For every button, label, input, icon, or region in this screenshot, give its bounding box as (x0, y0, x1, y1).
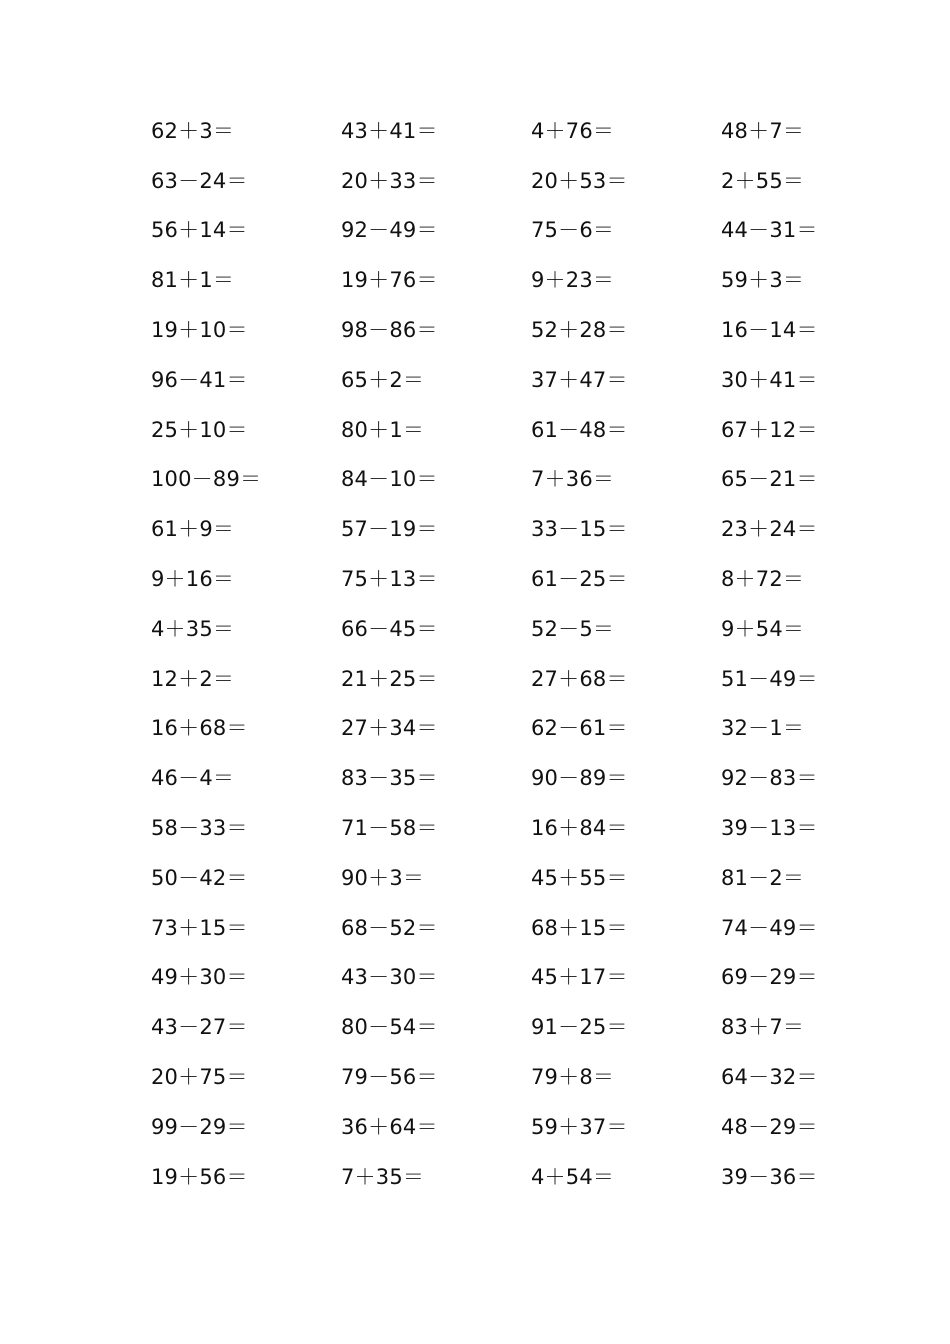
math-problem: 45＋55＝ (531, 865, 628, 890)
math-problem: 79－56＝ (341, 1065, 438, 1090)
problem-row (151, 254, 911, 304)
problem-row (151, 205, 911, 255)
math-problem: 49＋30＝ (151, 965, 248, 990)
problem-row (151, 802, 911, 852)
problem-row (151, 852, 911, 902)
problem-row (151, 503, 911, 553)
math-problem: 99－29＝ (151, 1114, 248, 1139)
math-problem: 9＋23＝ (531, 268, 615, 293)
math-problem: 52＋28＝ (531, 318, 628, 343)
math-problem: 9＋16＝ (151, 567, 235, 592)
problem-row (151, 404, 911, 454)
problem-row (151, 553, 911, 603)
math-problem: 84－10＝ (341, 467, 438, 492)
math-problem: 20＋75＝ (151, 1065, 248, 1090)
math-problem: 27＋68＝ (531, 666, 628, 691)
math-problem: 19＋10＝ (151, 318, 248, 343)
math-problem: 43－30＝ (341, 965, 438, 990)
problem-row (151, 354, 911, 404)
math-problem: 80＋1＝ (341, 417, 425, 442)
math-problem: 44－31＝ (721, 218, 818, 243)
math-problem: 75＋13＝ (341, 567, 438, 592)
math-problem: 4＋76＝ (531, 118, 615, 143)
math-problem: 80－54＝ (341, 1015, 438, 1040)
math-problem: 19＋56＝ (151, 1164, 248, 1189)
math-problem: 81－2＝ (721, 865, 805, 890)
math-problem: 48＋7＝ (721, 118, 805, 143)
math-problem: 43＋41＝ (341, 118, 438, 143)
math-problem: 71－58＝ (341, 816, 438, 841)
math-problem: 4＋54＝ (531, 1164, 615, 1189)
math-problem: 98－86＝ (341, 318, 438, 343)
math-problem: 64－32＝ (721, 1065, 818, 1090)
math-problem: 7＋36＝ (531, 467, 615, 492)
math-problem: 59＋3＝ (721, 268, 805, 293)
math-problem: 100－89＝ (151, 467, 262, 492)
arithmetic-worksheet (151, 105, 911, 1201)
math-problem: 32－1＝ (721, 716, 805, 741)
math-problem: 92－83＝ (721, 766, 818, 791)
math-problem: 62－61＝ (531, 716, 628, 741)
math-problem: 65－21＝ (721, 467, 818, 492)
math-problem: 73＋15＝ (151, 915, 248, 940)
math-problem: 50－42＝ (151, 865, 248, 890)
math-problem: 12＋2＝ (151, 666, 235, 691)
math-problem: 59＋37＝ (531, 1114, 628, 1139)
math-problem: 83－35＝ (341, 766, 438, 791)
problem-row (151, 902, 911, 952)
math-problem: 91－25＝ (531, 1015, 628, 1040)
math-problem: 45＋17＝ (531, 965, 628, 990)
math-problem: 21＋25＝ (341, 666, 438, 691)
math-problem: 30＋41＝ (721, 367, 818, 392)
problem-row (151, 304, 911, 354)
math-problem: 90－89＝ (531, 766, 628, 791)
math-problem: 75－6＝ (531, 218, 615, 243)
math-problem: 8＋72＝ (721, 567, 805, 592)
math-problem: 36＋64＝ (341, 1114, 438, 1139)
math-problem: 96－41＝ (151, 367, 248, 392)
math-problem: 16＋68＝ (151, 716, 248, 741)
math-problem: 16＋84＝ (531, 816, 628, 841)
math-problem: 57－19＝ (341, 517, 438, 542)
math-problem: 7＋35＝ (341, 1164, 425, 1189)
math-problem: 25＋10＝ (151, 417, 248, 442)
math-problem: 4＋35＝ (151, 616, 235, 641)
math-problem: 9＋54＝ (721, 616, 805, 641)
math-problem: 19＋76＝ (341, 268, 438, 293)
math-problem: 2＋55＝ (721, 168, 805, 193)
math-problem: 66－45＝ (341, 616, 438, 641)
math-problem: 61＋9＝ (151, 517, 235, 542)
math-problem: 27＋34＝ (341, 716, 438, 741)
problem-row (151, 155, 911, 205)
math-problem: 20＋53＝ (531, 168, 628, 193)
math-problem: 81＋1＝ (151, 268, 235, 293)
math-problem: 51－49＝ (721, 666, 818, 691)
math-problem: 39－13＝ (721, 816, 818, 841)
math-problem: 68－52＝ (341, 915, 438, 940)
problem-row (151, 752, 911, 802)
math-problem: 62＋3＝ (151, 118, 235, 143)
math-problem: 33－15＝ (531, 517, 628, 542)
math-problem: 16－14＝ (721, 318, 818, 343)
math-problem: 69－29＝ (721, 965, 818, 990)
problem-row (151, 105, 911, 155)
problem-row (151, 653, 911, 703)
math-problem: 46－4＝ (151, 766, 235, 791)
problem-row (151, 952, 911, 1002)
math-problem: 65＋2＝ (341, 367, 425, 392)
math-problem: 68＋15＝ (531, 915, 628, 940)
math-problem: 56＋14＝ (151, 218, 248, 243)
problem-row (151, 703, 911, 753)
math-problem: 48－29＝ (721, 1114, 818, 1139)
problem-row (151, 1051, 911, 1101)
math-problem: 61－25＝ (531, 567, 628, 592)
math-problem: 74－49＝ (721, 915, 818, 940)
problem-row (151, 454, 911, 504)
math-problem: 83＋7＝ (721, 1015, 805, 1040)
math-problem: 79＋8＝ (531, 1065, 615, 1090)
problem-row (151, 603, 911, 653)
math-problem: 61－48＝ (531, 417, 628, 442)
problem-row (151, 1151, 911, 1201)
math-problem: 52－5＝ (531, 616, 615, 641)
math-problem: 23＋24＝ (721, 517, 818, 542)
math-problem: 67＋12＝ (721, 417, 818, 442)
math-problem: 37＋47＝ (531, 367, 628, 392)
math-problem: 90＋3＝ (341, 865, 425, 890)
problem-row (151, 1101, 911, 1151)
math-problem: 63－24＝ (151, 168, 248, 193)
math-problem: 92－49＝ (341, 218, 438, 243)
math-problem: 39－36＝ (721, 1164, 818, 1189)
problem-row (151, 1001, 911, 1051)
math-problem: 20＋33＝ (341, 168, 438, 193)
math-problem: 43－27＝ (151, 1015, 248, 1040)
math-problem: 58－33＝ (151, 816, 248, 841)
